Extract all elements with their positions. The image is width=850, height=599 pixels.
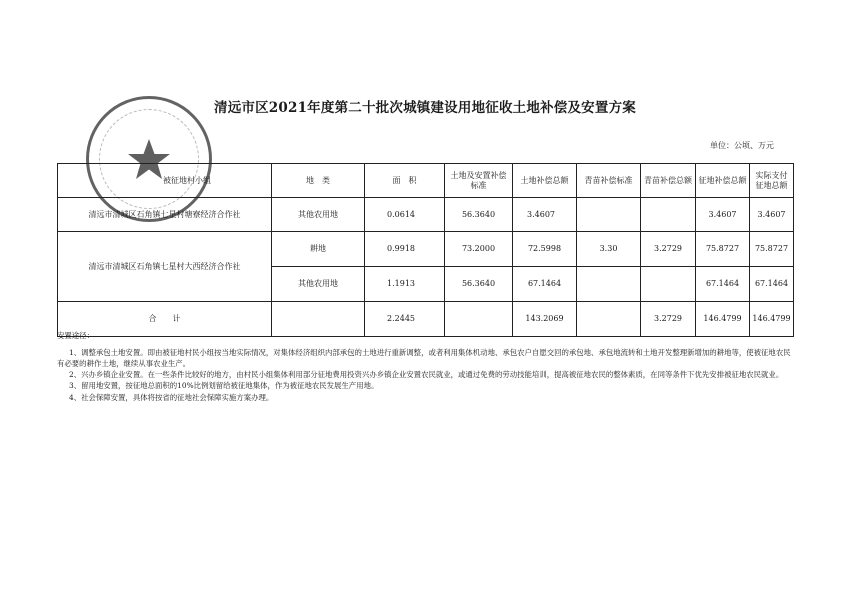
- cell-area: 0.0614: [365, 198, 445, 232]
- cell-paid-total: 3.4607: [750, 198, 794, 232]
- cell-total-label: 合 计: [58, 302, 272, 337]
- cell-standard: 56.3640: [445, 267, 513, 302]
- header-comp-total: 征地补偿总额: [696, 164, 750, 198]
- header-type: 地 类: [272, 164, 365, 198]
- cell-crop-standard: [577, 267, 641, 302]
- cell-crop-standard: [577, 198, 641, 232]
- cell-standard: 56.3640: [445, 198, 513, 232]
- cell-total-land: 143.2069: [513, 302, 577, 337]
- header-standard: 土地及安置补偿标准: [445, 164, 513, 198]
- note-item: 4、社会保障安置，具体将按省的征地社会保障实施方案办理。: [69, 392, 274, 402]
- cell-crop-standard: 3.30: [577, 232, 641, 267]
- cell-land-total: 72.5998: [513, 232, 577, 267]
- cell-comp-total: 75.8727: [696, 232, 750, 267]
- cell-paid-total: 75.8727: [750, 232, 794, 267]
- cell-total-crop: 3.2729: [641, 302, 696, 337]
- table-header-row: [58, 164, 794, 198]
- header-area: 面 积: [365, 164, 445, 198]
- table-row: [58, 232, 794, 267]
- cell-total-area: 2.2445: [365, 302, 445, 337]
- cell-group: 清远市清城区石角镇七星村塘寮经济合作社: [58, 198, 272, 232]
- note-item: 2、兴办乡镇企业安置。在一些条件比较好的地方，由村民小组集体利用部分征地费用投资兴办乡镇企业安置农民就业，或通过免费的劳动技能培训，提高被征地农民的整体素质，在同等条件下优先安排被征地农民就业。: [69, 370, 784, 380]
- unit-label: 单位：公顷、万元: [710, 141, 774, 150]
- header-land-total: 土地补偿总额: [513, 164, 577, 198]
- cell-land-total: 67.1464: [513, 267, 577, 302]
- cell-paid-total: 67.1464: [750, 267, 794, 302]
- cell-crop-total: [641, 198, 696, 232]
- cell-total-paid: 146.4799: [750, 302, 794, 337]
- resettlement-notes: [57, 330, 793, 403]
- compensation-table: [57, 163, 794, 337]
- note-item: 1、调整承包土地安置。即由被征地村民小组按当地实际情况，对集体经济组织内部承包的土地进行重新调整，或者利用集体机动地、承包农户自愿交回的承包地、承包地流转和土地开发整理新增加的耕地等，使被征地农民有必要的耕作土地，继续从事农业生产。: [57, 348, 791, 369]
- cell-crop-total: [641, 267, 696, 302]
- cell-land-total: 3.4607: [513, 198, 577, 232]
- header-paid-total: 实际支付征地总额: [750, 164, 794, 198]
- cell-standard: 73.2000: [445, 232, 513, 267]
- cell-crop-total: 3.2729: [641, 232, 696, 267]
- note-item: 3、留用地安置，按征地总面积的10%比例划留给被征地集体，作为被征地农民发展生产用地。: [69, 381, 379, 391]
- document-title: 清远市区2021年度第二十批次城镇建设用地征收土地补偿及安置方案: [214, 100, 636, 116]
- cell-comp-total: 67.1464: [696, 267, 750, 302]
- cell-type: 耕地: [272, 232, 365, 267]
- cell-total-comp: 146.4799: [696, 302, 750, 337]
- table-row: [58, 198, 794, 232]
- notes-heading: 安置途径：: [57, 331, 94, 340]
- cell-type: 其他农用地: [272, 267, 365, 302]
- cell-area: 1.1913: [365, 267, 445, 302]
- header-crop-standard: 青苗补偿标准: [577, 164, 641, 198]
- header-crop-total: 青苗补偿总额: [641, 164, 696, 198]
- header-group: 被征地村小组: [58, 164, 272, 198]
- cell-group: 清远市清城区石角镇七星村大西经济合作社: [58, 232, 272, 302]
- cell-comp-total: 3.4607: [696, 198, 750, 232]
- cell-type: 其他农用地: [272, 198, 365, 232]
- cell-area: 0.9918: [365, 232, 445, 267]
